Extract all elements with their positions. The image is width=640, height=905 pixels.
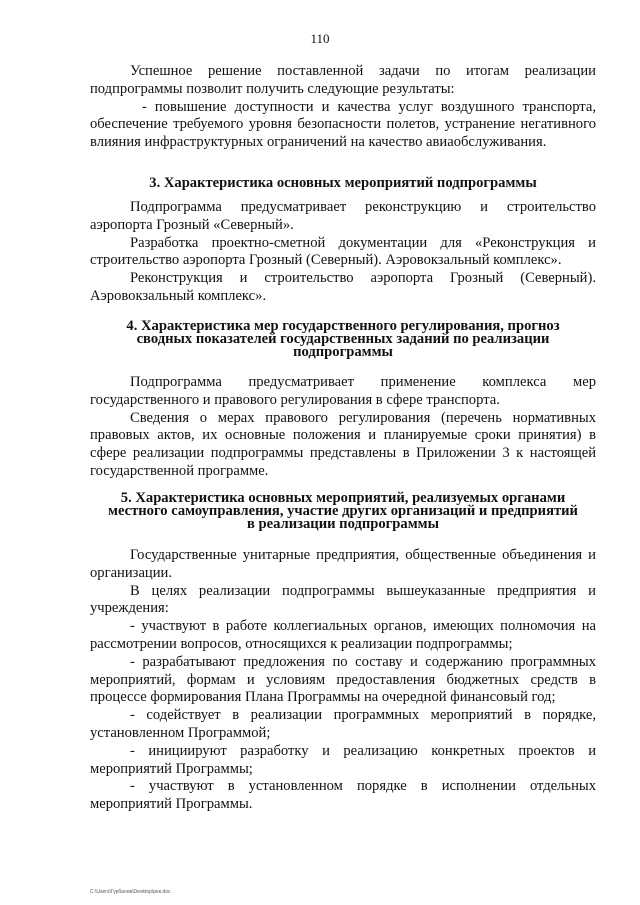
list-item: - участвуют в работе коллегиальных органов, имеющих полномочия на рассмотрении вопросов, относящихся к реализации подпрограммы; bbox=[90, 618, 596, 652]
section-3-paragraph-1: Подпрограмма предусматривает реконструкцию и строительство аэропорта Грозный «Северный». bbox=[90, 199, 596, 233]
section-4-heading-line-3: подпрограммы bbox=[293, 344, 393, 360]
list-item: - разрабатывают предложения по составу и содержанию программных мероприятий, формам и условиям предоставления бюджетных средств в процессе формирования Плана Программы на очередной финансовый год; bbox=[90, 653, 596, 706]
section-5-heading-line-1: 5. Характеристика основных мероприятий, реализуемых органами bbox=[120, 490, 566, 506]
intro-paragraph-1: Успешное решение поставленной задачи по итогам реализации подпрограммы позволит получить следующие результаты: bbox=[90, 63, 596, 97]
section-3-body bbox=[90, 199, 596, 306]
section-5-heading-line-3: в реализации подпрограммы bbox=[247, 516, 439, 532]
section-3-paragraph-3: Реконструкция и строительство аэропорта Грозный (Северный). Аэровокзальный комплекс». bbox=[90, 270, 596, 304]
section-5-heading bbox=[90, 492, 596, 531]
intro-paragraph-2: - повышение доступности и качества услуг воздушного транспорта, обеспечение требуемого уровня безопасности полетов, устранение негативного влияния инфраструктурных ограничений на качество авиаобслуживания. bbox=[90, 98, 596, 151]
intro-block bbox=[90, 63, 596, 152]
section-4-heading-line-1: 4. Характеристика мер государственного регулирования, прогноз bbox=[126, 318, 560, 334]
section-4-heading-line-2: сводных показателей государственных заданий по реализации bbox=[136, 331, 550, 347]
section-5-heading-line-2: местного самоуправления, участие других организаций и предприятий bbox=[108, 503, 578, 519]
section-4-paragraph-1: Подпрограмма предусматривает применение комплекса мер государственного и правового регулирования в сфере транспорта. bbox=[90, 374, 596, 408]
footer-file-path: С:\Users\Гурбанов\Desktop\рек.doc bbox=[90, 889, 171, 895]
section-5-body bbox=[90, 547, 596, 814]
page-number: 110 bbox=[310, 31, 330, 46]
list-item: - участвуют в установленном порядке в исполнении отдельных мероприятий Программы. bbox=[90, 778, 596, 813]
section-3-paragraph-2: Разработка проектно-сметной документации для «Реконструкция и строительство аэропорта Грозный (Северный). Аэровокзальный комплекс». bbox=[90, 234, 596, 269]
list-item: - содействует в реализации программных мероприятий в порядке, установленном Программой; bbox=[90, 707, 596, 741]
section-4-body bbox=[90, 374, 596, 481]
list-item: - инициируют разработку и реализацию конкретных проектов и мероприятий Программы; bbox=[90, 742, 596, 777]
section-3-heading: 3. Характеристика основных мероприятий подпрограммы bbox=[149, 175, 537, 191]
section-5-paragraph-1: Государственные унитарные предприятия, общественные объединения и организации. bbox=[90, 547, 596, 581]
section-4-paragraph-2: Сведения о мерах правового регулирования (перечень нормативных правовых актов, их основные положения и планируемые сроки принятия) в сфере реализации подпрограммы представлены в Приложении 3 к настоящей государственной программе. bbox=[90, 409, 596, 479]
section-5-paragraph-2: В целях реализации подпрограммы вышеуказанные предприятия и учреждения: bbox=[90, 582, 596, 617]
section-4-heading bbox=[90, 320, 596, 359]
